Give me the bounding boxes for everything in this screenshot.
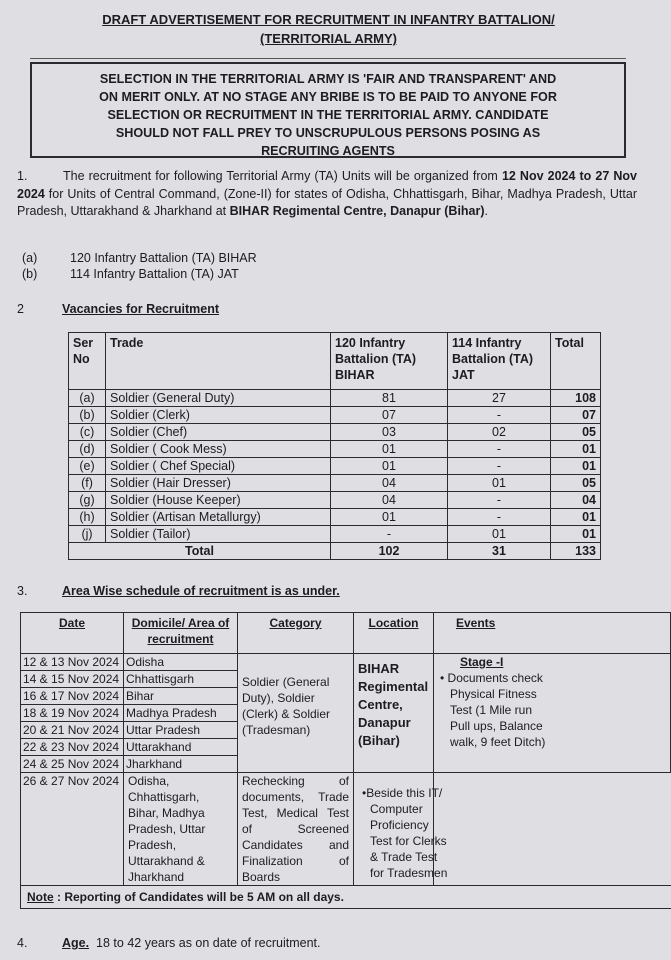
table-row — [69, 407, 601, 424]
table-cell: 04 — [331, 492, 448, 509]
table-cell: 04 — [331, 475, 448, 492]
table-cell: (a) — [69, 390, 106, 407]
table-cell: (g) — [69, 492, 106, 509]
table-cell: Odisha — [124, 654, 238, 671]
table-cell: 20 & 21 Nov 2024 — [21, 722, 124, 739]
table-cell: Madhya Pradesh — [124, 705, 238, 722]
table-cell: (b) — [69, 407, 106, 424]
table-cell: - — [448, 441, 551, 458]
table-cell: Soldier (House Keeper) — [106, 492, 331, 509]
table-cell: (j) — [69, 526, 106, 543]
table-cell: Soldier (General Duty) — [106, 390, 331, 407]
table-cell: 03 — [331, 424, 448, 441]
events-cell-1 — [434, 654, 671, 773]
events-cell-2 — [354, 773, 448, 886]
table-cell: 01 — [448, 475, 551, 492]
table-cell: Soldier (Artisan Metallurgy) — [106, 509, 331, 526]
unit-item: (a) 120 Infantry Battalion (TA) BIHAR — [22, 251, 257, 265]
vacancies-table — [68, 332, 601, 560]
category-cell: Soldier (General Duty), Soldier (Clerk) & Soldier (Tradesman) — [238, 654, 354, 773]
table-cell: Uttar Pradesh — [124, 722, 238, 739]
table-row — [69, 441, 601, 458]
table-row — [69, 509, 601, 526]
section-4: 4. Age. 18 to 42 years as on date of recruitment. — [17, 936, 321, 950]
table-header: Date Domicile/ Area of recruitment Category Location Events — [21, 613, 671, 654]
table-cell: 12 & 13 Nov 2024 — [21, 654, 124, 671]
table-cell: - — [331, 526, 448, 543]
table-cell: 01 — [551, 526, 601, 543]
table-row — [69, 424, 601, 441]
table-row: 26 & 27 Nov 2024 Odisha, Chhattisgarh, Bihar, Madhya Pradesh, Uttar Pradesh, Uttarakhand & Jharkhand Rechecking of documents, Trade Test, Medical Test of Screened Candidates and Finalization of Boards •Beside this IT/ Computer Proficiency Test for Clerks & Trade Test for Tradesmen — [21, 773, 671, 886]
table-cell: 07 — [331, 407, 448, 424]
table-cell: (d) — [69, 441, 106, 458]
warning-box: SELECTION IN THE TERRITORIAL ARMY IS 'FAIR AND TRANSPARENT' AND ON MERIT ONLY. AT NO STAGE ANY BRIBE IS TO BE PAID TO ANYONE FOR SELECTION OR RECRUITMENT IN THE TERRITORIAL ARMY. CANDIDATE SHOULD NOT FALL PREY TO UNSCRUPULOUS PERSONS POSING AS RECRUITING AGENTS — [30, 62, 626, 158]
table-row — [69, 475, 601, 492]
unit-item: (b) 114 Infantry Battalion (TA) JAT — [22, 267, 239, 281]
table-cell: 07 — [551, 407, 601, 424]
table-cell: - — [448, 458, 551, 475]
stage-label: Stage -I — [460, 655, 504, 669]
table-cell: 05 — [551, 475, 601, 492]
table-cell: (h) — [69, 509, 106, 526]
table-cell: 02 — [448, 424, 551, 441]
table-cell: 04 — [551, 492, 601, 509]
section-3-heading: 3. Area Wise schedule of recruitment is as under. — [17, 584, 340, 598]
note-row: Note : Reporting of Candidates will be 5 AM on all days. — [21, 886, 671, 909]
table-cell: 05 — [551, 424, 601, 441]
unit-list — [22, 250, 257, 282]
table-row — [69, 526, 601, 543]
table-cell: Uttarakhand — [124, 739, 238, 756]
table-cell: 01 — [551, 458, 601, 475]
table-cell: Bihar — [124, 688, 238, 705]
event-line: Pull ups, Balance — [450, 719, 543, 733]
table-row — [69, 390, 601, 407]
table-cell: 22 & 23 Nov 2024 — [21, 739, 124, 756]
table-cell: 16 & 17 Nov 2024 — [21, 688, 124, 705]
section-2-heading: 2 Vacancies for Recruitment — [17, 302, 220, 316]
table-cell: Soldier ( Chef Special) — [106, 458, 331, 475]
table-cell: 01 — [551, 509, 601, 526]
event-line: Computer — [370, 802, 423, 816]
event-line: Test for Clerks — [370, 834, 447, 848]
table-cell: Soldier (Chef) — [106, 424, 331, 441]
table-cell: 108 — [551, 390, 601, 407]
event-line: Proficiency — [370, 818, 429, 832]
table-cell: 01 — [448, 526, 551, 543]
table-cell: 14 & 15 Nov 2024 — [21, 671, 124, 688]
table-cell: - — [448, 509, 551, 526]
table-cell: - — [448, 492, 551, 509]
table-cell: Chhattisgarh — [124, 671, 238, 688]
table-cell: 01 — [551, 441, 601, 458]
schedule-table — [20, 612, 671, 909]
event-line: walk, 9 feet Ditch) — [450, 735, 546, 749]
table-cell: (c) — [69, 424, 106, 441]
table-cell: Soldier (Hair Dresser) — [106, 475, 331, 492]
table-cell: 27 — [448, 390, 551, 407]
table-cell: 24 & 25 Nov 2024 — [21, 756, 124, 773]
paragraph-1: 1. The recruitment for following Territorial Army (TA) Units will be organized from 12 Nov 2024 to 27 Nov 2024 for Units of Central Command, (Zone-II) for states of Odisha, Chhattisgarh, Bihar, Madhya Pradesh, Uttar Pradesh, Uttarakhand & Jharkhand at BIHAR Regimental Centre, Danapur (Bihar). — [17, 169, 637, 218]
table-cell: - — [448, 407, 551, 424]
table-cell: Soldier (Tailor) — [106, 526, 331, 543]
table-row — [69, 458, 601, 475]
table-cell: (f) — [69, 475, 106, 492]
event-line: Test (1 Mile run — [450, 703, 533, 717]
table-cell: 01 — [331, 509, 448, 526]
table-cell: 01 — [331, 458, 448, 475]
event-line: •Beside this IT/ — [362, 786, 443, 800]
location-cell: BIHAR Regimental Centre, Danapur (Bihar) — [354, 654, 434, 773]
table-header: Ser No Trade 120 Infantry Battalion (TA) BIHAR 114 Infantry Battalion (TA) JAT Total — [69, 333, 601, 390]
event-line: Physical Fitness — [450, 687, 537, 701]
table-cell: 01 — [331, 441, 448, 458]
table-cell: Soldier ( Cook Mess) — [106, 441, 331, 458]
document-title: DRAFT ADVERTISEMENT FOR RECRUITMENT IN INFANTRY BATTALION/ (TERRITORIAL ARMY) — [102, 12, 555, 46]
table-row — [21, 654, 671, 671]
table-cell: 18 & 19 Nov 2024 — [21, 705, 124, 722]
table-cell: Soldier (Clerk) — [106, 407, 331, 424]
table-cell: (e) — [69, 458, 106, 475]
event-line: & Trade Test — [370, 850, 438, 864]
table-row — [69, 492, 601, 509]
table-total-row: Total 102 31 133 — [69, 543, 601, 560]
table-cell: 81 — [331, 390, 448, 407]
table-cell: Jharkhand — [124, 756, 238, 773]
event-line: for Tradesmen — [370, 866, 448, 880]
event-line: • Documents check — [440, 671, 543, 685]
